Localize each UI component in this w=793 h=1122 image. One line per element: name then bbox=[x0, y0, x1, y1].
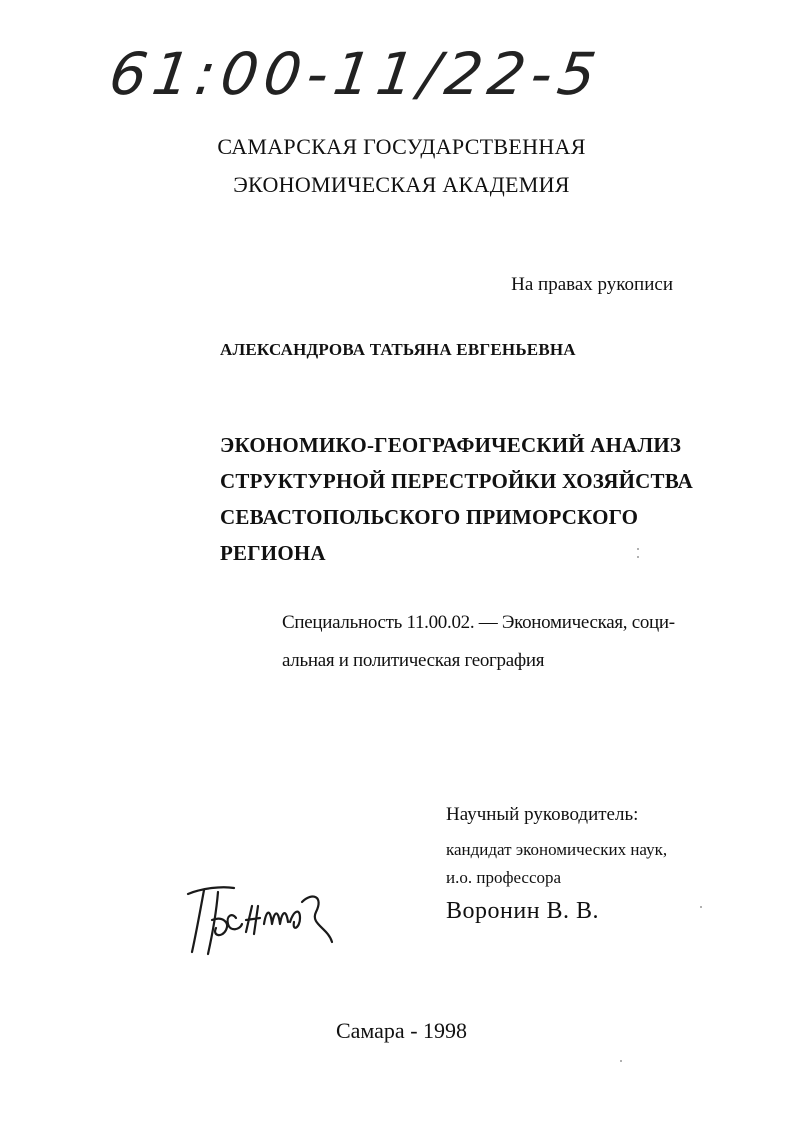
archive-code-handwritten: 61:00-11/22-5 bbox=[105, 40, 606, 108]
title-line2: СТРУКТУРНОЙ ПЕРЕСТРОЙКИ ХОЗЯЙСТВА bbox=[220, 469, 693, 493]
institution-name-line1: САМАРСКАЯ ГОСУДАРСТВЕННАЯ bbox=[217, 134, 586, 159]
author-name: АЛЕКСАНДРОВА ТАТЬЯНА ЕВГЕНЬЕВНА bbox=[220, 340, 576, 359]
dissertation-title bbox=[220, 427, 693, 571]
title-line3: СЕВАСТОПОЛЬСКОГО ПРИМОРСКОГО bbox=[220, 505, 639, 529]
scan-speck bbox=[700, 906, 702, 908]
supervisor-degree: кандидат экономических наук, bbox=[446, 840, 668, 859]
specialty-line1: Специальность 11.00.02. — Экономическая, соци- bbox=[282, 612, 675, 633]
manuscript-rights-note: На правах рукописи bbox=[511, 274, 673, 295]
scan-speck bbox=[637, 556, 639, 558]
specialty-block bbox=[282, 604, 675, 680]
institution-name-line2: ЭКОНОМИЧЕСКАЯ АКАДЕМИЯ bbox=[233, 172, 570, 197]
specialty-line2: альная и политическая география bbox=[282, 650, 545, 671]
scan-speck bbox=[620, 1060, 622, 1062]
supervisor-position: и.о. профессора bbox=[446, 868, 562, 887]
supervisor-heading: Научный руководитель: bbox=[446, 804, 639, 825]
author-signature bbox=[182, 872, 342, 962]
city-year: Самара - 1998 bbox=[335, 1018, 468, 1043]
title-line1: ЭКОНОМИКО-ГЕОГРАФИЧЕСКИЙ АНАЛИЗ bbox=[220, 433, 682, 457]
title-line4: РЕГИОНА bbox=[220, 541, 326, 565]
scan-speck bbox=[637, 548, 639, 550]
supervisor-name: Воронин В. В. bbox=[446, 898, 600, 924]
